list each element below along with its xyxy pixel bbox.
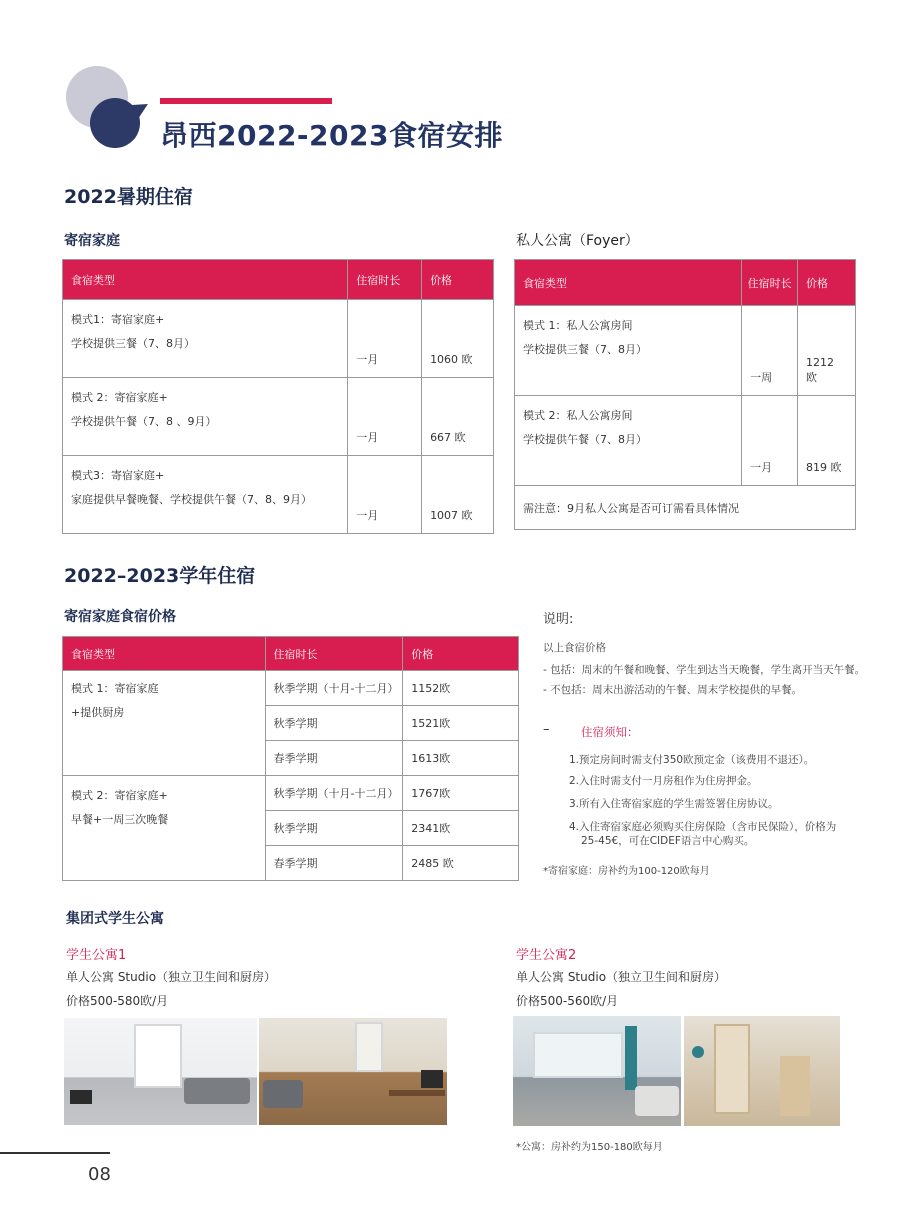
notes-item-1: 1.预定房间时需支付350欧预定金（该费用不退还）。 (569, 754, 815, 766)
year-section-title: 2022–2023学年住宿 (64, 565, 256, 587)
notes-notice-title: 住宿须知： (581, 725, 639, 739)
notes-item-2: 2.入住时需支付一月房租作为住房押金。 (569, 775, 758, 787)
decor-speech-bubble-icon (90, 98, 140, 148)
price-cell: 667 欧 (422, 378, 494, 456)
type-line-1: 模式3：寄宿家庭+ (71, 469, 165, 482)
type-cell (63, 671, 266, 776)
table-row (63, 300, 494, 378)
header-duration: 住宿时长 (742, 260, 798, 306)
notes-item-4: 4.入住寄宿家庭必须购买住房保险（含市民保险），价格为 (569, 821, 837, 833)
type-line-1: 模式 1：寄宿家庭 (71, 682, 159, 695)
duration-cell: 一月 (348, 378, 422, 456)
year-homestay-title: 寄宿家庭食宿价格 (64, 609, 176, 625)
notes-item-4-cont: 25-45€，可在CIDEF语言中心购买。 (581, 835, 755, 847)
summer-homestay-table (62, 259, 494, 534)
notes-intro: 以上食宿价格 (543, 642, 606, 654)
table-row (515, 306, 856, 396)
title-accent-bar (160, 98, 332, 104)
price-cell: 1521欧 (403, 706, 519, 741)
table-header-row (63, 637, 519, 671)
type-line-1: 模式 2：寄宿家庭+ (71, 391, 168, 404)
footer-divider (0, 1152, 110, 1154)
type-line-2: 学校提供三餐（7、8月） (71, 337, 195, 350)
table-note-row (515, 486, 856, 530)
header-duration: 住宿时长 (348, 260, 422, 300)
price-cell: 1060 欧 (422, 300, 494, 378)
header-duration: 住宿时长 (265, 637, 403, 671)
apartment-2-desc: 单人公寓 Studio（独立卫生间和厨房） (516, 970, 727, 984)
header-type: 食宿类型 (63, 260, 348, 300)
table-header-row (515, 260, 856, 306)
notes-includes: - 包括：周末的午餐和晚餐、学生到达当天晚餐，学生离开当天午餐。 (543, 664, 866, 676)
price-cell: 1007 欧 (422, 456, 494, 534)
table-row (63, 776, 519, 811)
notes-dash: – (543, 722, 550, 737)
type-line-1: 模式1：寄宿家庭+ (71, 313, 165, 326)
apartments-title: 集团式学生公寓 (66, 911, 164, 927)
summer-section-title: 2022暑期住宿 (64, 186, 193, 208)
type-cell (63, 378, 348, 456)
type-line-2: 学校提供午餐（7、8 、9月） (71, 415, 217, 428)
notes-title: 说明: (543, 612, 574, 627)
apartment-2-photo-kitchen (684, 1016, 840, 1126)
header-price: 价格 (422, 260, 494, 300)
apartment-1-desc: 单人公寓 Studio（独立卫生间和厨房） (66, 970, 277, 984)
apartment-1-photo-living (64, 1018, 257, 1125)
table-row (63, 456, 494, 534)
type-line-2: 早餐+一周三次晚餐 (71, 813, 169, 826)
price-cell: 819 欧 (798, 396, 856, 486)
type-cell (515, 306, 742, 396)
apartment-2-name: 学生公寓2 (516, 948, 577, 963)
table-row (63, 671, 519, 706)
duration-cell: 秋季学期 (265, 706, 403, 741)
type-line-2: 学校提供三餐（7、8月） (523, 343, 647, 356)
page-title: 昂西2022-2023食宿安排 (160, 119, 503, 152)
duration-cell: 一月 (348, 456, 422, 534)
duration-cell: 一月 (348, 300, 422, 378)
table-row (515, 396, 856, 486)
type-cell (63, 456, 348, 534)
type-line-2: 学校提供午餐（7、8月） (523, 433, 647, 446)
type-line-1: 模式 2：寄宿家庭+ (71, 789, 168, 802)
duration-cell: 一周 (742, 306, 798, 396)
header-price: 价格 (403, 637, 519, 671)
table-row (63, 378, 494, 456)
year-homestay-table (62, 636, 519, 881)
type-line-2: 家庭提供早餐晚餐、学校提供午餐（7、8、9月） (71, 493, 312, 506)
header-type: 食宿类型 (515, 260, 742, 306)
page-number: 08 (88, 1164, 111, 1185)
foyer-note: 需注意：9月私人公寓是否可订需看具体情况 (515, 486, 856, 530)
price-cell: 1613欧 (403, 741, 519, 776)
apartment-1-name: 学生公寓1 (66, 948, 127, 963)
header-type: 食宿类型 (63, 637, 266, 671)
duration-cell: 秋季学期（十月-十二月） (265, 776, 403, 811)
apartment-2-photo-room (513, 1016, 681, 1126)
apartment-2-price: 价格500-560欧/月 (516, 994, 619, 1008)
price-cell: 1212 欧 (798, 306, 856, 396)
type-line-1: 模式 2：私人公寓房间 (523, 409, 633, 422)
apartment-1-price: 价格500-580欧/月 (66, 994, 169, 1008)
duration-cell: 秋季学期（十月-十二月） (265, 671, 403, 706)
type-cell (515, 396, 742, 486)
price-cell: 2341欧 (403, 811, 519, 846)
summer-foyer-table (514, 259, 856, 530)
type-cell (63, 300, 348, 378)
header-price: 价格 (798, 260, 856, 306)
notes-excludes: - 不包括：周末出游活动的午餐、周末学校提供的早餐。 (543, 684, 803, 696)
notes-item-3: 3.所有入住寄宿家庭的学生需签署住房协议。 (569, 798, 779, 810)
summer-foyer-title: 私人公寓（Foyer） (516, 233, 639, 249)
price-cell: 1767欧 (403, 776, 519, 811)
type-line-1: 模式 1：私人公寓房间 (523, 319, 633, 332)
apartment-1-photo-study (259, 1018, 447, 1125)
duration-cell: 春季学期 (265, 741, 403, 776)
type-line-2: +提供厨房 (71, 706, 125, 719)
duration-cell: 一月 (742, 396, 798, 486)
notes-footnote: *寄宿家庭：房补约为100-120欧每月 (543, 866, 710, 877)
price-cell: 1152欧 (403, 671, 519, 706)
duration-cell: 秋季学期 (265, 811, 403, 846)
duration-cell: 春季学期 (265, 846, 403, 881)
type-cell (63, 776, 266, 881)
apartments-footnote: *公寓：房补约为150-180欧每月 (516, 1142, 663, 1153)
table-header-row (63, 260, 494, 300)
price-cell: 2485 欧 (403, 846, 519, 881)
summer-homestay-title: 寄宿家庭 (64, 233, 120, 249)
